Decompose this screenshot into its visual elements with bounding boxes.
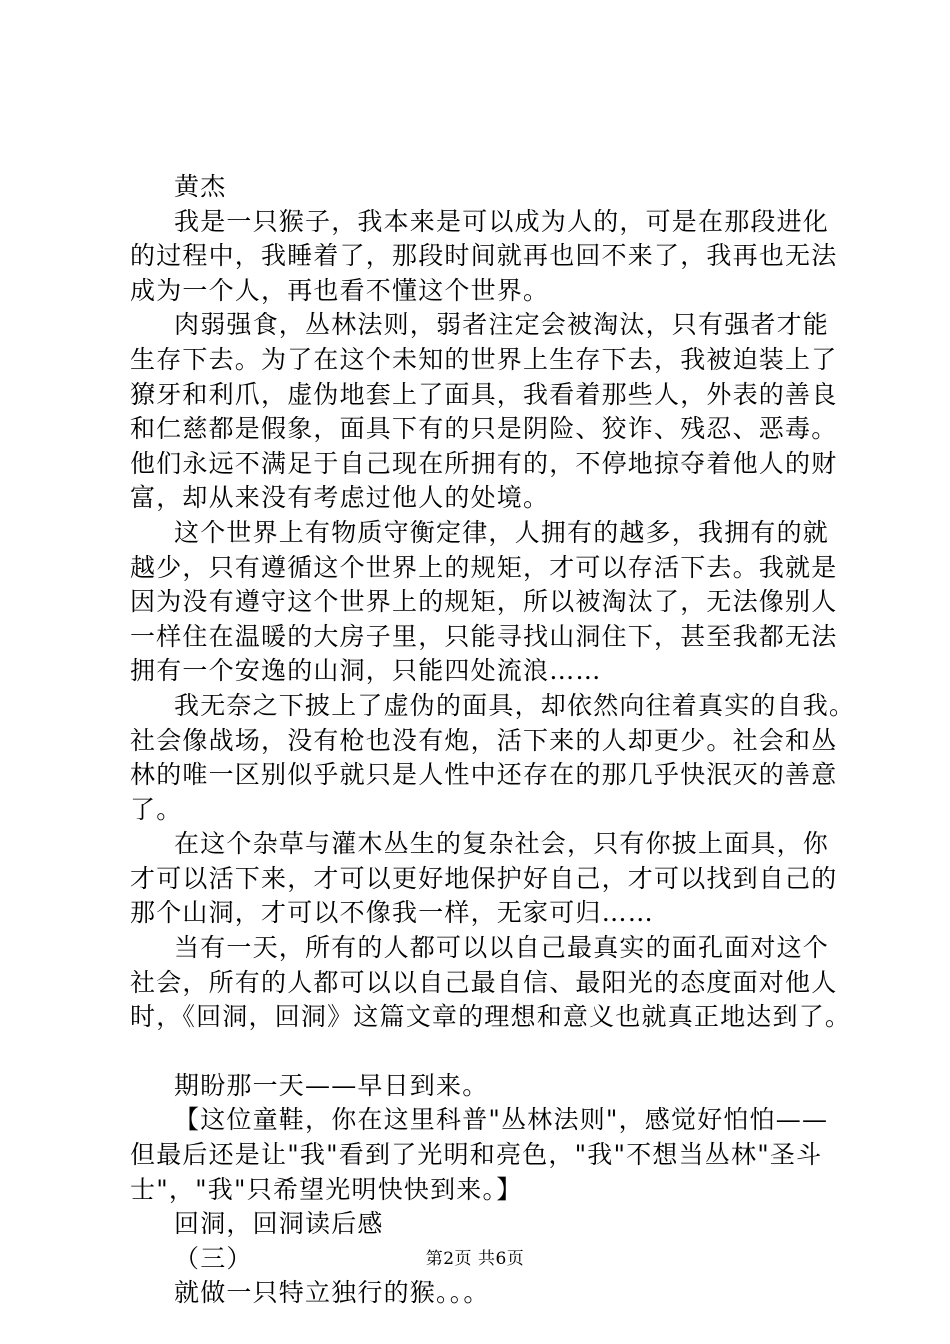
paragraph-4 [130,689,870,827]
text-line: 富，却从来没有考虑过他人的处境。 [130,483,550,513]
author-name: 黄杰 [174,172,227,201]
text-line: 的过程中，我睡着了，那段时间就再也回不来了，我再也无法 [130,241,838,271]
section-number: （三） [174,1243,253,1273]
next-article-title: 回洞，回洞读后感 [174,1209,384,1239]
text-line: 和仁慈都是假象，面具下有的只是阴险、狡诈、残忍、恶毒。 [130,414,838,444]
text-line: 越少，只有遵循这个世界上的规矩，才可以存活下去。我就是 [130,552,838,582]
blank-line [130,1035,870,1069]
text-line: 才可以活下来，才可以更好地保护好自己，才可以找到自己的 [130,863,838,893]
text-line: 一样住在温暖的大房子里，只能寻找山洞住下，甚至我都无法 [130,621,838,651]
page-number: 第2页 共6页 [425,1249,525,1269]
text-line: 拥有一个安逸的山洞，只能四处流浪…… [130,656,602,686]
text-line: 了。 [130,794,183,824]
paragraph-3 [130,516,870,689]
document-body [130,170,870,1311]
text-line: 当有一天，所有的人都可以以自己最真实的面孔面对这个 [174,933,830,963]
paragraph-2 [130,308,870,516]
paragraph-6 [130,931,870,1035]
teacher-comment [130,1103,870,1207]
text-line: 他们永远不满足于自己现在所拥有的，不停地掠夺着他人的财 [130,448,838,478]
text-line: 生存下去。为了在这个未知的世界上生存下去，我被迫装上了 [130,344,838,374]
closing-line: 期盼那一天——早日到来。 [174,1070,489,1100]
paragraph-5 [130,827,870,931]
text-line: 在这个杂草与灌木丛生的复杂社会，只有你披上面具，你 [174,829,830,859]
text-line: 社会像战场，没有枪也没有炮，活下来的人却更少。社会和丛 [130,725,838,755]
text-line: 林的唯一区别似乎就只是人性中还存在的那几乎快泯灭的善意 [130,760,838,790]
text-line: 我无奈之下披上了虚伪的面具，却依然向往着真实的自我。 [174,690,856,720]
text-line: 成为一个人，再也看不懂这个世界。 [130,275,550,305]
text-line: 獠牙和利爪，虚伪地套上了面具，我看着那些人，外表的善良 [130,379,838,409]
text-line: 时，《回洞，回洞》这篇文章的理想和意义也就真正地达到了。 [130,1002,852,1032]
text-line: 肉弱强食，丛林法则，弱者注定会被淘汰，只有强者才能 [174,310,830,340]
text-line: 因为没有遵守这个世界上的规矩，所以被淘汰了，无法像别人 [130,587,838,617]
next-article-first-line: 就做一只特立独行的猴。。。 [174,1278,490,1308]
comment-line: 士"，"我"只希望光明快快到来。】 [130,1174,523,1204]
paragraph-1 [130,205,870,309]
text-line: 那个山洞，才可以不像我一样，无家可归…… [130,898,655,928]
text-line: 社会，所有的人都可以以自己最自信、最阳光的态度面对他人 [130,967,838,997]
comment-line: 【这位童鞋，你在这里科普"丛林法则"，感觉好怕怕—— [174,1105,829,1135]
text-line: 这个世界上有物质守衡定律，人拥有的越多，我拥有的就 [174,517,830,547]
text-line: 我是一只猴子，我本来是可以成为人的，可是在那段进化 [174,206,830,236]
comment-line: 但最后还是让"我"看到了光明和亮色，"我"不想当丛林"圣斗 [130,1140,823,1170]
